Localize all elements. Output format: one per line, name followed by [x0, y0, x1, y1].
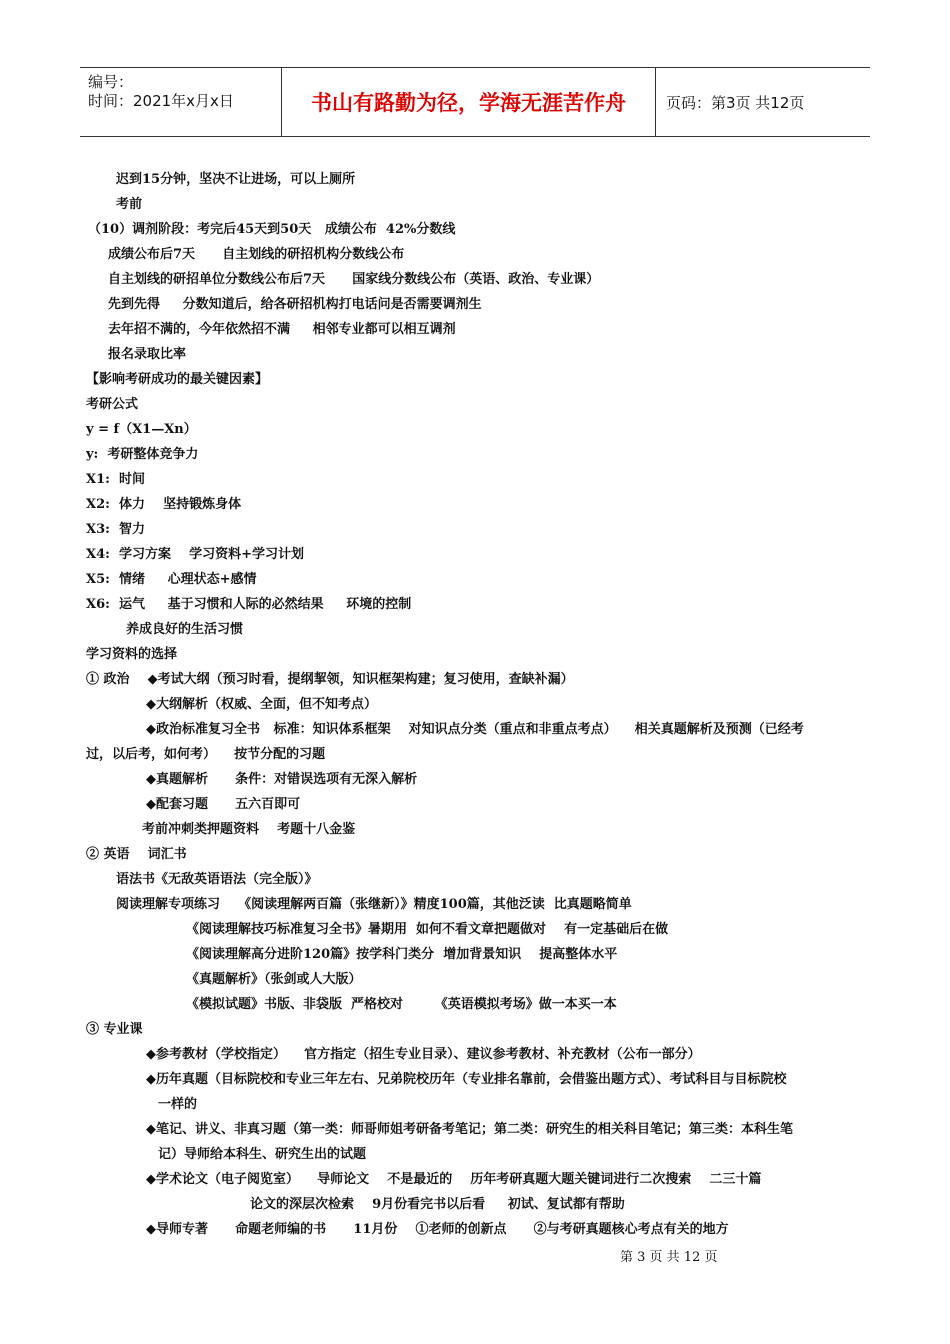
text-line: 考前冲刺类押题资料 考题十八金鉴 — [142, 822, 356, 837]
text-line: ◆政治标准复习全书 标准：知识体系框架 对知识点分类（重点和非重点考点） 相关真题解析及预测（已经考 — [146, 722, 804, 737]
text-line: 学习资料的选择 — [86, 647, 178, 662]
text-line: ◆参考教材（学校指定） 官方指定（招生专业目录）、建议参考教材、补充教材（公布一部分） — [146, 1047, 701, 1062]
text-line: 报名录取比率 — [108, 347, 187, 362]
text-line: 论文的深层次检索 9月份看完书以后看 初试、复试都有帮助 — [250, 1197, 625, 1212]
text-line: X4: 学习方案 学习资料+学习计划 — [86, 547, 304, 562]
text-line: 考研公式 — [86, 397, 139, 412]
text-line: 《模拟试题》书版、非袋版 严格校对 《英语模拟考场》做一本买一本 — [186, 997, 617, 1012]
text-line: 养成良好的生活习惯 — [126, 622, 244, 637]
text-line: （10）调剂阶段：考完后45天到50天 成绩公布 42%分数线 — [88, 222, 456, 237]
text-line: ◆导师专著 命题老师编的书 11月份 ①老师的创新点 ②与考研真题核心考点有关的地方 — [146, 1222, 729, 1237]
text-line: ◆大纲解析（权威、全面，但不知考点） — [146, 697, 377, 712]
header-page-number: 页码：第3页 共12页 — [666, 93, 805, 112]
header-meta — [80, 68, 282, 136]
text-line: 过，以后考，如何考） 按节分配的习题 — [86, 747, 326, 762]
text-line: 迟到15分钟，坚决不让进场，可以上厕所 — [116, 172, 356, 187]
document-body — [86, 167, 862, 1242]
text-line: y = f（X1—Xn） — [86, 422, 197, 437]
text-line: X2: 体力 坚持锻炼身体 — [86, 497, 242, 512]
text-line: ◆真题解析 条件：对错误选项有无深入解析 — [146, 772, 418, 787]
text-line: 去年招不满的，今年依然招不满 相邻专业都可以相互调剂 — [108, 322, 456, 337]
page-footer: 第 3 页 共 12 页 — [620, 1250, 718, 1265]
text-line: ③ 专业课 — [86, 1022, 143, 1037]
text-line: 考前 — [116, 197, 143, 212]
text-line: X6: 运气 基于习惯和人际的必然结果 环境的控制 — [86, 597, 412, 612]
section-heading: 【影响考研成功的最关键因素】 — [86, 372, 269, 387]
text-line: ◆学术论文（电子阅览室） 导师论文 不是最近的 历年考研真题大题关键词进行二次搜索 二三十篇 — [146, 1172, 762, 1187]
text-line: 阅读理解专项练习 《阅读理解两百篇（张继新）》精度100篇，其他泛读 比真题略简单 — [116, 897, 632, 912]
text-line: 《阅读理解技巧标准复习全书》暑期用 如何不看文章把题做对 有一定基础后在做 — [186, 922, 669, 937]
page-header — [80, 67, 870, 137]
text-line: ① 政治 ◆考试大纲（预习时看，提纲挈领，知识框架构建；复习使用，查缺补漏） — [86, 672, 574, 687]
serial-label: 编号： — [88, 73, 134, 91]
text-line: ◆笔记、讲义、非真习题（第一类：师哥师姐考研备考笔记；第二类：研究生的相关科目笔记；第三类：本科生笔 — [146, 1122, 793, 1137]
text-line: 《阅读理解高分进阶120篇》按学科门类分 增加背景知识 提高整体水平 — [186, 947, 618, 962]
header-motto: 书山有路勤为径，学海无涯苦作舟 — [282, 68, 656, 136]
text-line: 自主划线的研招单位分数线公布后7天 国家线分数线公布（英语、政治、专业课） — [108, 272, 600, 287]
text-line: 语法书《无敌英语语法（完全版）》 — [116, 872, 318, 887]
text-line: 先到先得 分数知道后，给各研招机构打电话问是否需要调剂生 — [108, 297, 482, 312]
text-line: 记）导师给本科生、研究生出的试题 — [158, 1147, 367, 1162]
text-line: X5: 情绪 心理状态+感情 — [86, 572, 257, 587]
date-label: 时间：2021年x月x日 — [88, 92, 234, 110]
text-line: 《真题解析》（张剑或人大版） — [186, 972, 362, 987]
text-line: X1: 时间 — [86, 472, 145, 487]
text-line: ◆历年真题（目标院校和专业三年左右、兄弟院校历年（专业排名靠前，会借鉴出题方式）、考试科目与目标院校 — [146, 1072, 787, 1087]
text-line: ◆配套习题 五六百即可 — [146, 797, 301, 812]
text-line: 一样的 — [158, 1097, 198, 1112]
text-line: 成绩公布后7天 自主划线的研招机构分数线公布 — [108, 247, 405, 262]
text-line: y: 考研整体竞争力 — [86, 447, 199, 462]
text-line: X3: 智力 — [86, 522, 145, 537]
text-line: ② 英语 词汇书 — [86, 847, 187, 862]
